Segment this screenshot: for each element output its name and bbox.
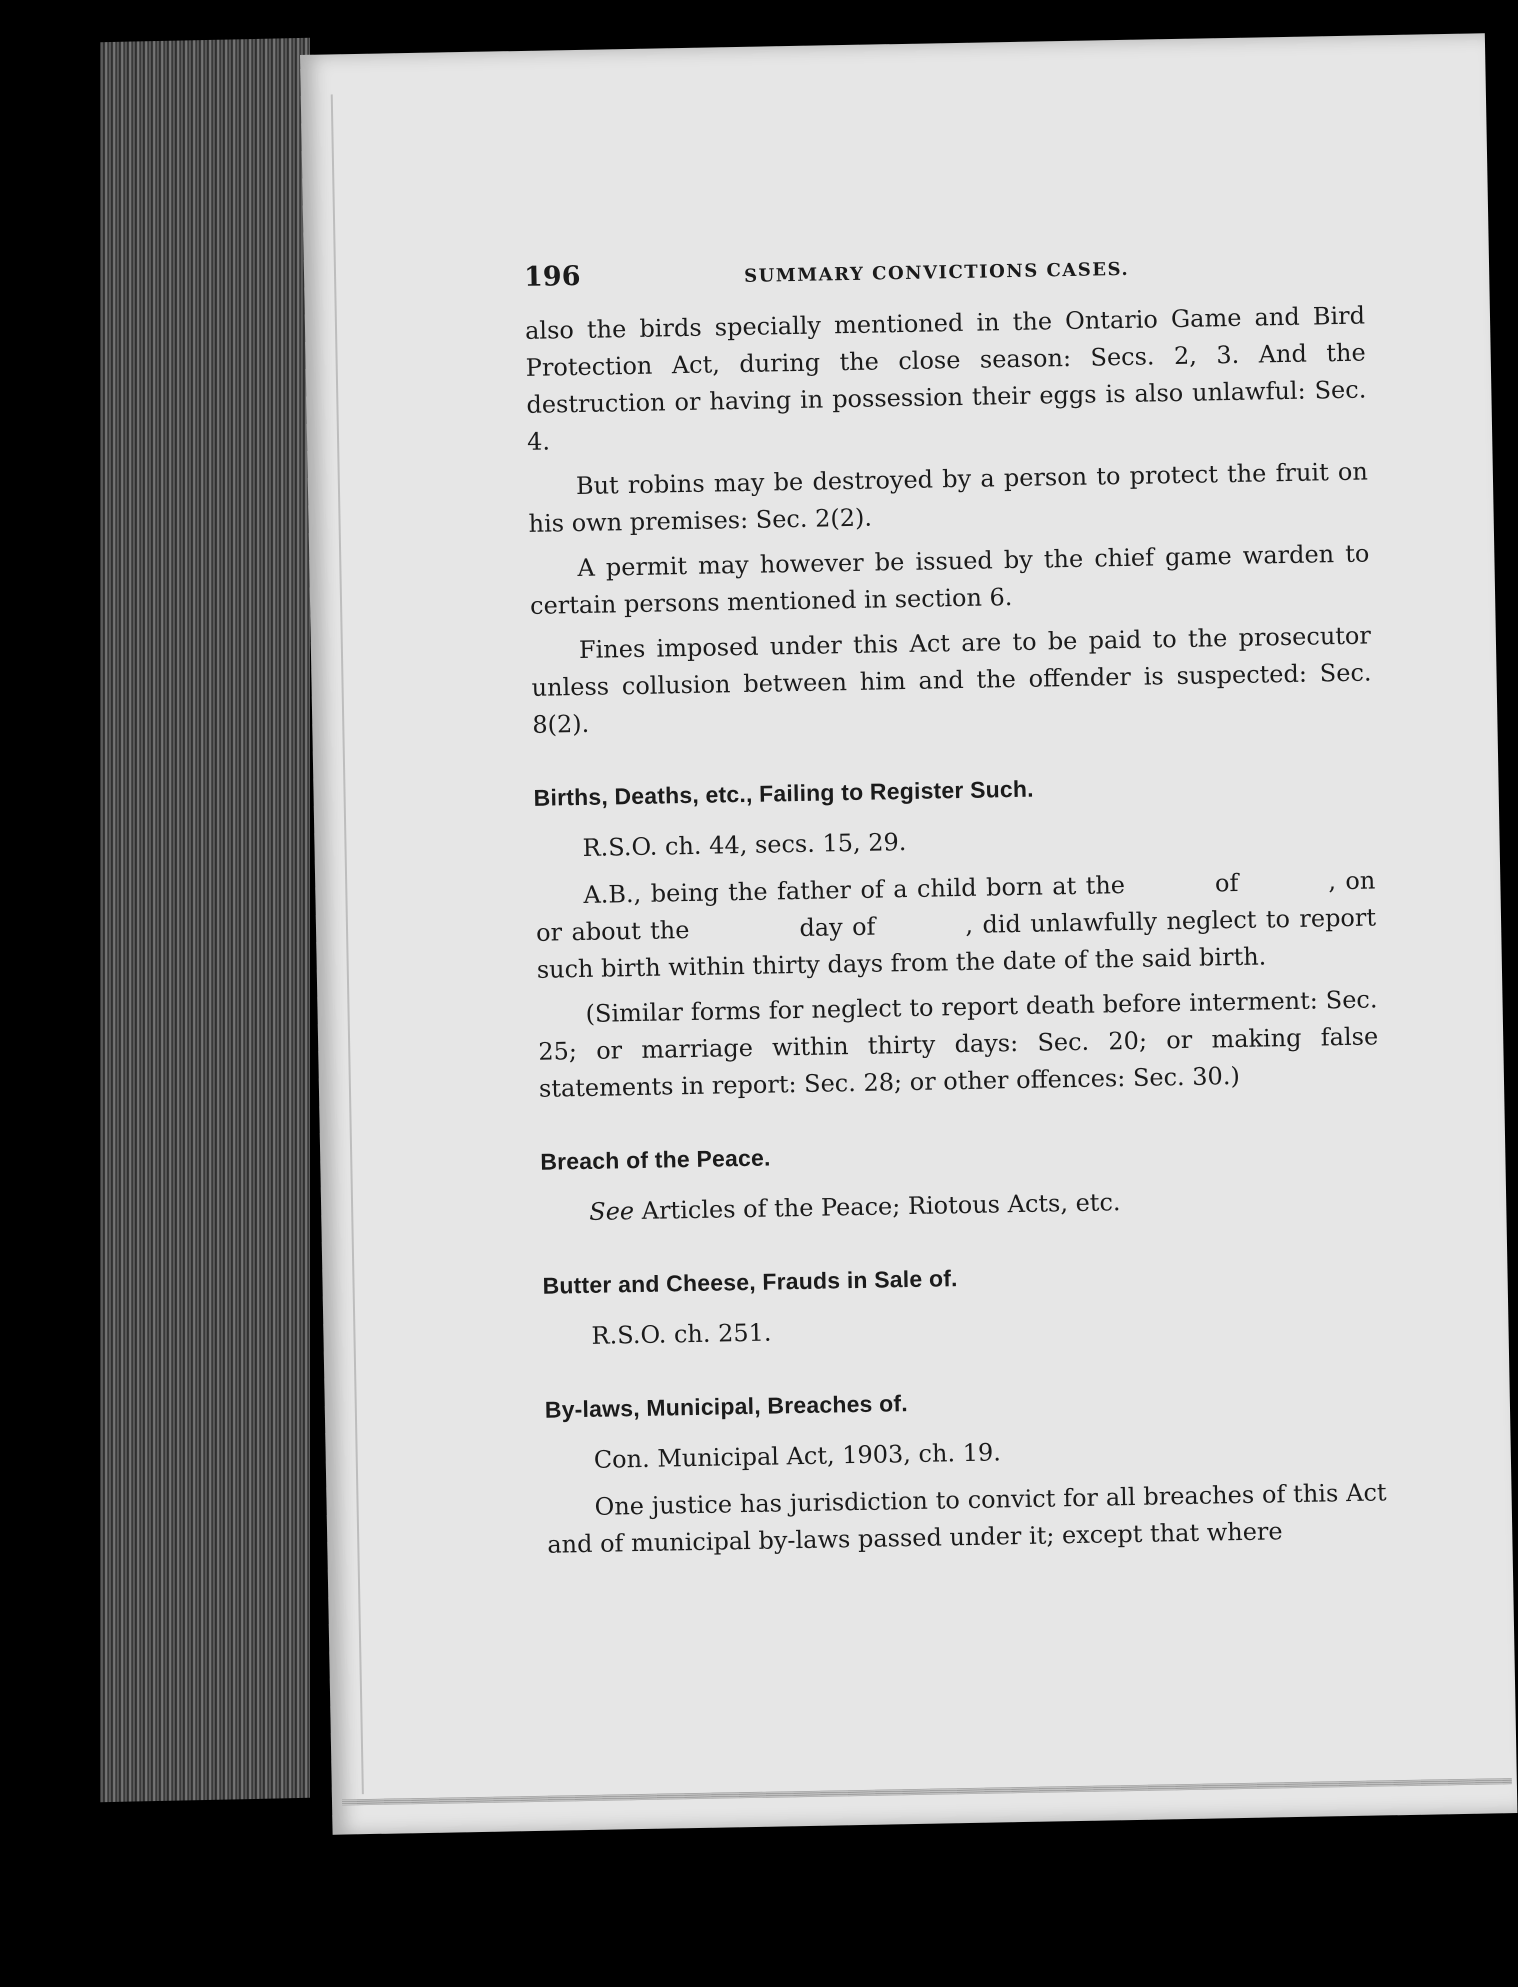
book-fore-edge [100, 38, 310, 1802]
running-title: SUMMARY CONVICTIONS CASES. [743, 258, 1130, 287]
page-content [524, 244, 1388, 1572]
reference-births: R.S.O. ch. 44, secs. 15, 29. [582, 828, 907, 862]
breach-see-text: Articles of the Peace; Riotous Acts, etc. [641, 1188, 1121, 1225]
form-text-born-at: A.B., being the father of a child born at the [583, 871, 1126, 909]
page-bottom-edge [342, 1778, 1512, 1805]
paragraph-birds: also the birds specially mentioned in the Ontario Game and Bird Protection Act, during the close season: Secs. 2, 3. And the destruction or having in possession their eggs is also unlawful: Sec. 4. [524, 301, 1367, 456]
paragraph-fines: Fines imposed under this Act are to be paid to the prosecutor unless collusion between him and the offender is suspected: Sec. 8(2). [531, 621, 1372, 739]
running-head [524, 244, 1365, 303]
gutter-line [331, 94, 364, 1794]
form-text-neglect: , did unlawfully neglect to report such birth within thirty days from the date of the said birth. [536, 903, 1377, 984]
paragraph-breach-see [541, 1179, 1382, 1231]
paragraph-permit: A permit may however be issued by the chief game warden to certain persons mentioned in section 6. [529, 539, 1370, 620]
heading-births: Births, Deaths, etc., Failing to Register Such. [533, 775, 1034, 811]
book-page [300, 33, 1517, 1834]
form-text-of: of [1214, 868, 1239, 898]
heading-bylaws: By-laws, Municipal, Breaches of. [544, 1390, 909, 1423]
see-label: See [588, 1197, 635, 1226]
paragraph-births-form [535, 862, 1377, 988]
form-text-day-of: day of [799, 912, 876, 942]
form-text-on-or-about: on or about the [535, 866, 1376, 947]
paragraph-one-justice: One justice has jurisdiction to convict for all breaches of this Act and of municipal by-laws passed under it; except that where [547, 1478, 1387, 1559]
paragraph-similar-forms: (Similar forms for neglect to report death before interment: Sec. 25; or marriage within thirty days: Sec. 20; or making false statements in report: Sec. 28; or other offences: Sec. 30.) [538, 985, 1379, 1103]
form-text-comma: , [1328, 867, 1337, 896]
reference-bylaws: Con. Municipal Act, 1903, ch. 19. [593, 1438, 1002, 1474]
page-number: 196 [523, 260, 581, 293]
reference-butter: R.S.O. ch. 251. [591, 1318, 772, 1350]
heading-breach: Breach of the Peace. [540, 1144, 771, 1175]
paragraph-robins: But robins may be destroyed by a person to protect the fruit on his own premises: Sec. 2(2). [528, 457, 1369, 538]
heading-butter: Butter and Cheese, Frauds in Sale of. [542, 1265, 958, 1299]
